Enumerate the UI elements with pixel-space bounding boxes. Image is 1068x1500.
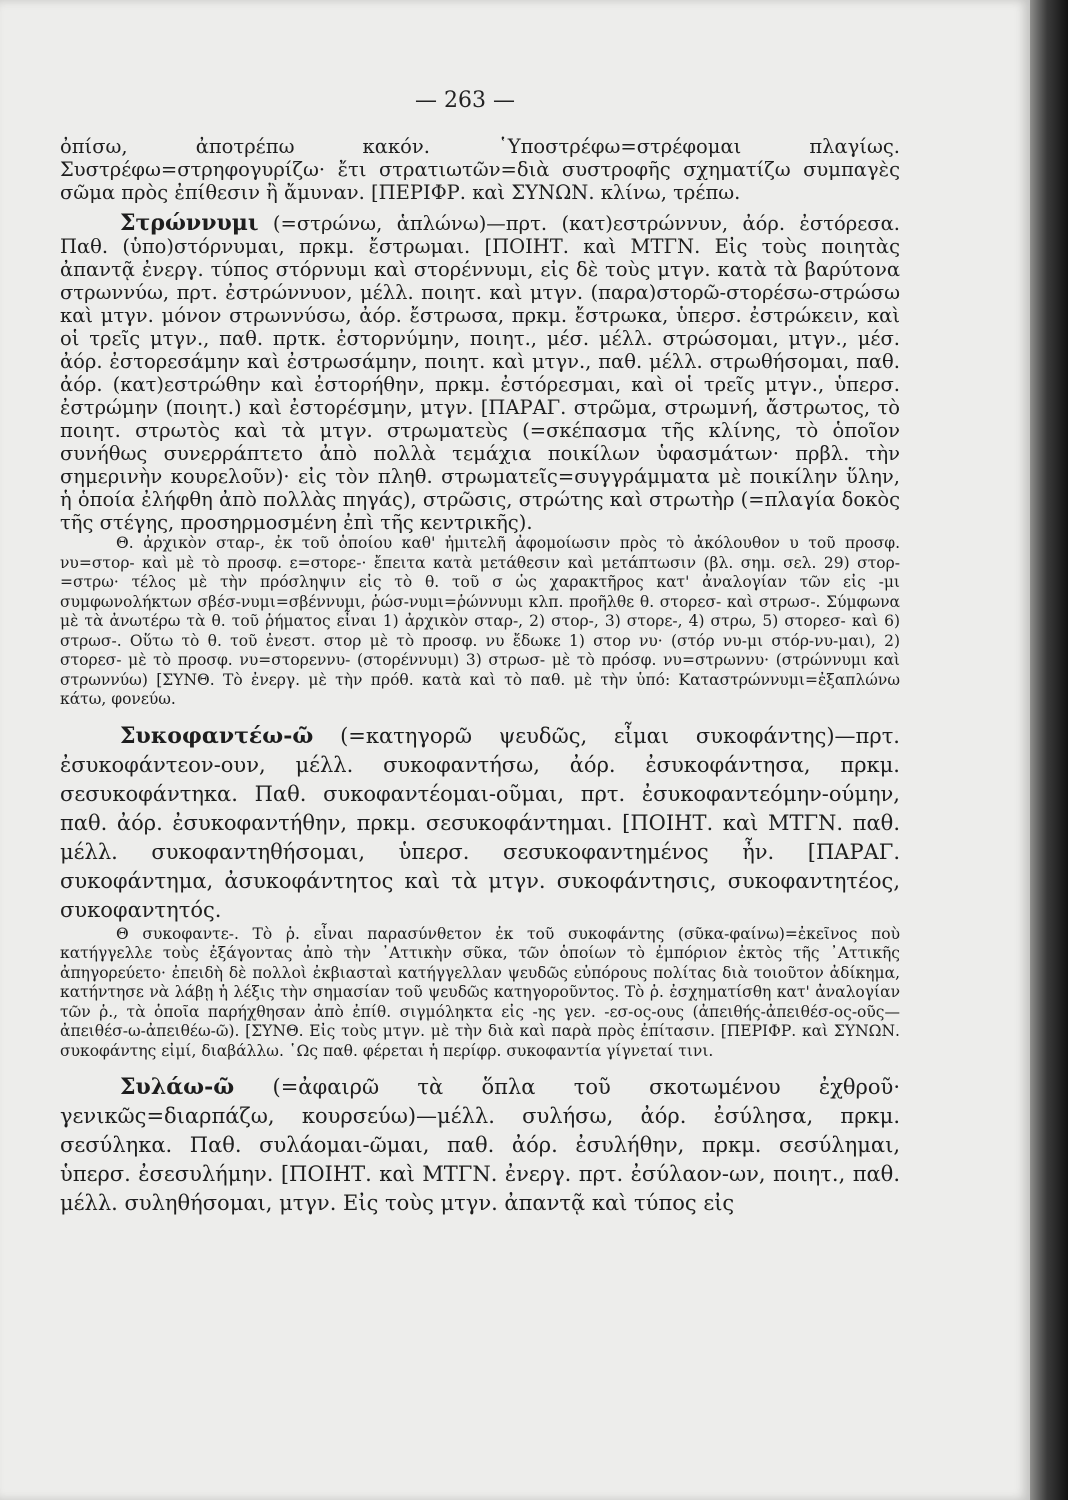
headword: Συκοφαντέω-ῶ	[120, 722, 314, 749]
entry-note: Θ συκοφαντε-. Τὸ ῥ. εἶναι παρασύνθετον ἐκ τοῦ συκοφάντης (σῦκα-φαίνω)=ἐκεῖνος ποὺ κατήγγελλε τοὺς ἐξάγοντας ἀπὸ τὴν ᾿Αττικὴν σῦκα, τῶν ὁποίων τὸ ἐμπόριον ἐκτὸς τῆς ᾿Αττικῆς ἀπηγορεύετο· ἐπειδὴ δὲ πολλοὶ ἐκβιασταὶ κατήγγελλαν ψευδῶς εὐπόρους πολίτας διὰ τοιοῦτον ἀδίκημα, κατήντησε νὰ λάβῃ ἡ λέξις τὴν σημασίαν τοῦ ψευδῶς κατηγοροῦντος. Τὸ ῥ. ἐσχηματίσθη κατ' ἀναλογίαν τῶν ῥ., τὰ ὁποῖα παρήχθησαν ἀπὸ ἐπίθ. σιγμόληκτα εἰς -ης γεν. -εσ-ος-ους (ἀπειθής-ἀπειθέσ-ος-οῦς—ἀπειθέσ-ω-ἀπειθέω-ῶ). [ΣΥΝΘ. Εἰς τοὺς μτγν. μὲ τὴν διὰ καὶ παρὰ πρὸς ἐπίτασιν. [ΠΕΡΙΦΡ. καὶ ΣΥΝΩΝ. συκοφάντης εἰμί, διαβάλλω. ῾Ως παθ. φέρεται ἡ περίφρ. συκοφαντία γίγνεταί τινι.	[60, 924, 900, 1060]
entry-sylao	[60, 1073, 900, 1218]
entry-body: (=στρώνω, ἁπλώνω)—πρτ. (κατ)εστρώννυν, ἀόρ. ἐστόρεσα. Παθ. (ὑπο)στόρνυμαι, πρκμ. ἔστρωμαι. [ΠΟΙΗΤ. καὶ ΜΤΓΝ. Εἰς τοὺς ποιητὰς ἀπαντᾷ ἐνεργ. τύπος στόρνυμι καὶ στορέννυμι, εἰς δὲ τοὺς μτγν. κατὰ τὰ βαρύτονα στρωννύω, πρτ. ἐστρώννυον, μέλλ. ποιητ. καὶ μτγν. (παρα)στορῶ-στορέσω-στρώσω καὶ μτγν. μόνον στρωννύσω, ἀόρ. ἔστρωσα, πρκμ. ἔστρωκα, ὑπερσ. ἐστρώκειν, καὶ οἱ τρεῖς μτγν., παθ. πρτκ. ἐστορνύμην, ποιητ., μέσ. μέλλ. στρώσομαι, μτγν., μέσ. ἀόρ. ἐστορεσάμην καὶ ἐστρωσάμην, ποιητ. καὶ μτγν., παθ. μέλλ. στρωθήσομαι, παθ. ἀόρ. (κατ)εστρώθην καὶ ἐστορήθην, πρκμ. ἐστόρεσμαι, καὶ οἱ τρεῖς μτγν., ὑπερσ. ἐστρώμην (ποιητ.) καὶ ἐστορέσμην, μτγν. [ΠΑΡΑΓ. στρῶμα, στρωμνή, ἄστρωτος, τὸ ποιητ. στρωτὸς καὶ τὰ μτγν. στρωματεὺς (=σκέπασμα τῆς κλίνης, τὸ ὁποῖον συνήθως συνερράπτετο ἀπὸ πολλὰ τεμάχια ποικίλων ὑφασμάτων· πρβλ. τὴν σημερινὴν κουρελοῦν)· εἰς τὸν πληθ. στρωματεῖς=συγγράμματα μὲ ποικίλην ὕλην, ἡ ὁποία ἐλήφθη ἀπὸ πολλὰς πηγάς), στρῶσις, στρώτης καὶ στρωτὴρ (=πλαγία δοκὸς τῆς στέγης, προσηρμοσμένη ἐπὶ τῆς κεντρικῆς).	[60, 212, 900, 534]
text-column	[60, 135, 900, 1218]
entry-body: (=ἀφαιρῶ τὰ ὅπλα τοῦ σκοτωμένου ἐχθροῦ· γενικῶς=διαρπάζω, κουρσεύω)—μέλλ. συλήσω, ἀόρ. ἐσύλησα, πρκμ. σεσύληκα. Παθ. συλάομαι-ῶμαι, παθ. ἀόρ. ἐσυλήθην, πρκμ. σεσύλημαι, ὑπερσ. ἐσεσυλήμην. [ΠΟΙΗΤ. καὶ ΜΤΓΝ. ἐνεργ. πρτ. ἐσύλαον-ων, ποιητ., παθ. μέλλ. συληθήσομαι, μτγν. Εἰς τοὺς μτγν. ἀπαντᾷ καὶ τύπος εἰς	[60, 1075, 900, 1215]
book-spine-shadow	[1030, 0, 1068, 1500]
entry-strwnnymi	[60, 212, 900, 534]
intro-paragraph: ὀπίσω, ἀποτρέπω κακόν. ῾Υποστρέφω=στρέφομαι πλαγίως. Συστρέφω=στρηφογυρίζω· ἔτι στρατιωτῶν=διὰ συστροφῆς σχηματίζω συμπαγὲς σῶμα πρὸς ἐπίθεσιν ἢ ἄμυναν. [ΠΕΡΙΦΡ. καὶ ΣΥΝΩΝ. κλίνω, τρέπω.	[60, 135, 900, 204]
headword: Στρώννυμι	[120, 210, 259, 236]
page-number: — 263 —	[415, 88, 515, 113]
entry-body: (=κατηγορῶ ψευδῶς, εἶμαι συκοφάντης)—πρτ. ἐσυκοφάντεον-ουν, μέλλ. συκοφαντήσω, ἀόρ. ἐσυκοφάντησα, πρκμ. σεσυκοφάντηκα. Παθ. συκοφαντέομαι-οῦμαι, πρτ. ἐσυκοφαντεόμην-ούμην, παθ. ἀόρ. ἐσυκοφαντήθην, πρκμ. σεσυκοφάντημαι. [ΠΟΙΗΤ. καὶ ΜΤΓΝ. παθ. μέλλ. συκοφαντηθήσομαι, ὑπερσ. σεσυκοφαντημένος ἦν. [ΠΑΡΑΓ. συκοφάντημα, ἀσυκοφάντητος καὶ τὰ μτγν. συκοφάντησις, συκοφαντητέος, συκοφαντητός.	[60, 723, 900, 922]
headword: Συλάω-ῶ	[120, 1074, 235, 1100]
entry-note: Θ. ἀρχικὸν σταρ-, ἐκ τοῦ ὁποίου καθ' ἠμιτελῆ ἀφομοίωσιν πρὸς τὸ ἀκόλουθον υ τοῦ προσφ. νυ=στορ- καὶ μὲ τὸ προσφ. ε=στορε-· ἔπειτα κατὰ μετάθεσιν καὶ μετάπτωσιν (βλ. σημ. σελ. 29) στορ-=στρω· τέλος μὲ τὴν πρόσληψιν εἰς τὸ θ. τοῦ σ ὡς χαρακτῆρος κατ' ἀναλογίαν τῶν εἰς -μι συμφωνολήκτων σβέσ-νυμι=σβέννυμι, ῥώσ-νυμι=ῥώννυμι κλπ. προῆλθε θ. στορεσ- καὶ στρωσ-. Σύμφωνα μὲ τὰ ἀνωτέρω τὰ θ. τοῦ ῥήματος εἶναι 1) ἀρχικὸν σταρ-, 2) στορ-, 3) στορε-, 4) στρω, 5) στορεσ- καὶ 6) στρωσ-. Οὕτω τὸ θ. τοῦ ἐνεστ. στορ μὲ τὸ προσφ. νυ ἔδωκε 1) στορ νυ· (στόρ νυ-μι στόρ-νυ-μαι), 2) στορεσ- μὲ τὸ προσφ. νυ=στορεννυ- (στορέννυμι) 3) στρωσ- μὲ τὸ πρόσφ. νυ=στρωννυ· (στρώννυμι καὶ στρωννύω) [ΣΥΝΘ. Τὸ ἐνεργ. μὲ τὴν πρόθ. κατὰ καὶ τὸ παθ. μὲ τὴν ὑπό: Καταστρώννυμι=ἐξαπλώνω κάτω, φονεύω.	[60, 534, 900, 708]
entry-sykofanteo	[60, 722, 900, 925]
